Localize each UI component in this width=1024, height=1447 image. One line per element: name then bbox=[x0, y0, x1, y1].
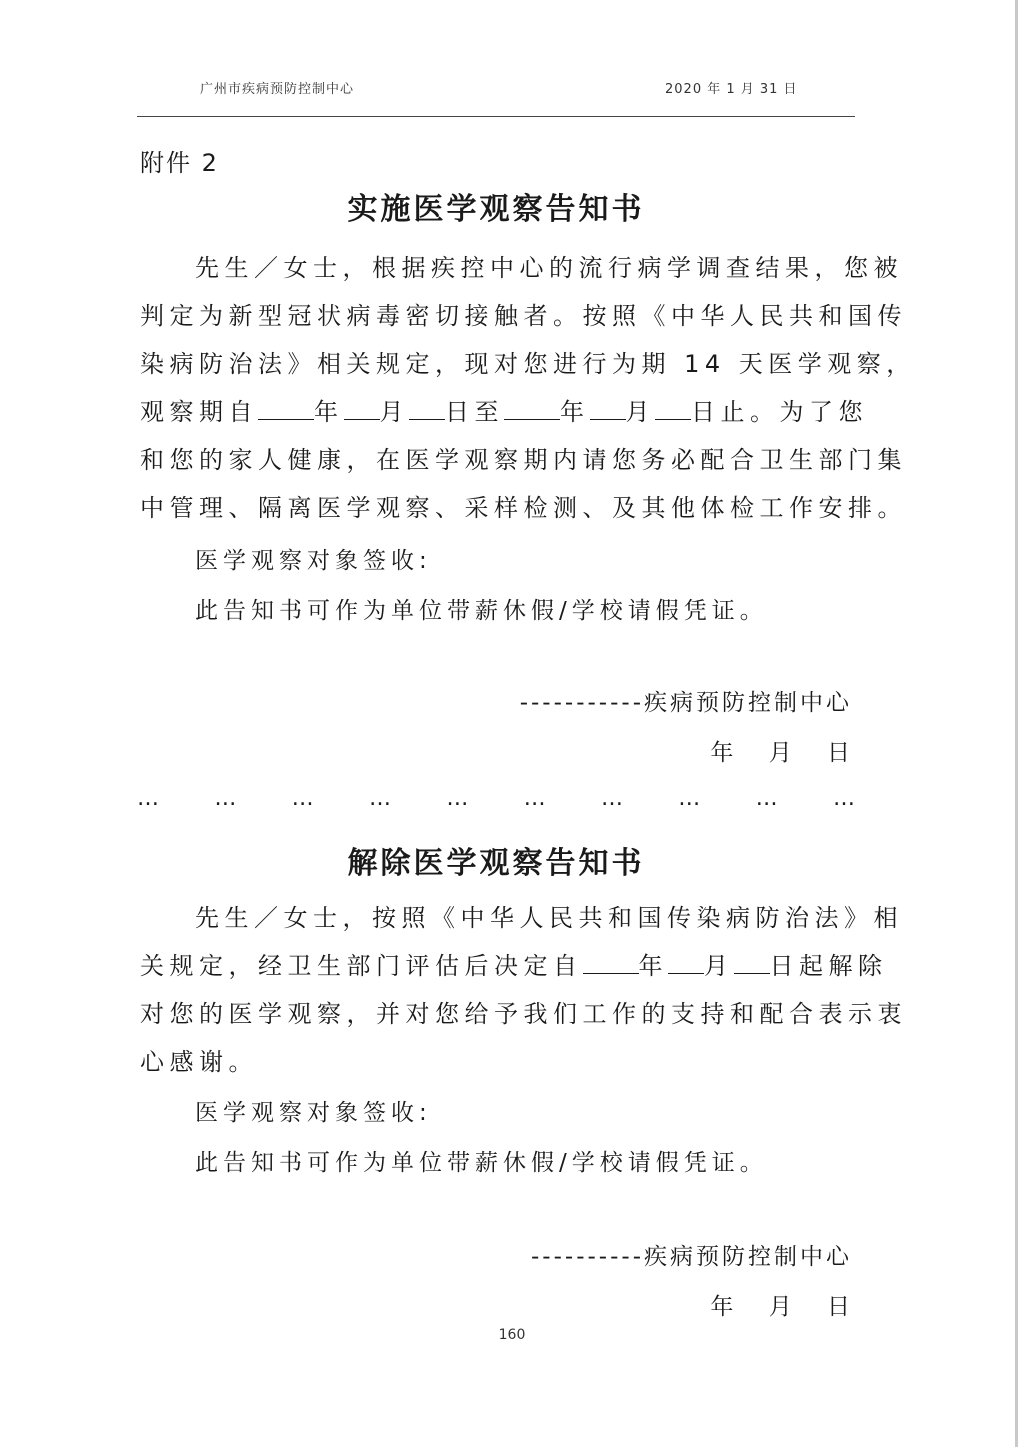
notice1-line: 判定为新型冠状病毒密切接触者。按照《中华人民共和国传 bbox=[140, 302, 907, 330]
notice2-certificate: 此告知书可作为单位带薪休假/学校请假凭证。 bbox=[195, 1150, 768, 1176]
period-year2: 年 bbox=[560, 398, 590, 426]
period-suffix: 日止。为了您 bbox=[691, 398, 868, 426]
notice1-date bbox=[686, 734, 852, 767]
period-day-to: 日至 bbox=[445, 398, 504, 426]
notice2-date bbox=[686, 1288, 852, 1321]
tear-dot: … bbox=[291, 786, 314, 811]
date-day: 日 bbox=[827, 1294, 852, 1320]
notice1-sign: 医学观察对象签收: bbox=[195, 548, 432, 574]
notice2-sign: 医学观察对象签收: bbox=[195, 1100, 432, 1126]
attachment-label: 附件 2 bbox=[140, 149, 219, 177]
period-month: 月 bbox=[379, 398, 409, 426]
date-year: 年 bbox=[710, 740, 736, 766]
day-blank bbox=[409, 393, 445, 420]
date-month: 月 bbox=[768, 1294, 794, 1320]
notice1-line: 染病防治法》相关规定，现对您进行为期 14 天医学观察， bbox=[140, 350, 916, 378]
year-blank bbox=[258, 393, 314, 420]
notice1-body bbox=[140, 244, 916, 532]
release-suffix: 日起解除 bbox=[769, 952, 888, 980]
header-org: 广州市疾病预防控制中心 bbox=[200, 82, 355, 97]
notice2-body bbox=[140, 894, 907, 1086]
month-blank bbox=[590, 393, 626, 420]
date-year: 年 bbox=[710, 1294, 736, 1320]
notice1-line: 先生／女士，根据疾控中心的流行病学调查结果，您被 bbox=[195, 254, 903, 282]
notice2-line: 心感谢。 bbox=[140, 1048, 258, 1076]
page-number: 160 bbox=[498, 1327, 526, 1343]
notice1-title: 实施医学观察告知书 bbox=[347, 192, 645, 227]
notice1-certificate: 此告知书可作为单位带薪休假/学校请假凭证。 bbox=[195, 598, 768, 624]
tear-dot: … bbox=[755, 786, 778, 811]
notice2-line: 对您的医学观察，并对您给予我们工作的支持和配合表示衷 bbox=[140, 1000, 907, 1028]
date-month: 月 bbox=[768, 740, 794, 766]
tear-dot: … bbox=[600, 786, 623, 811]
header-date: 2020 年 1 月 31 日 bbox=[665, 82, 798, 97]
period-month2: 月 bbox=[625, 398, 655, 426]
notice2-title: 解除医学观察告知书 bbox=[347, 846, 645, 881]
year-blank bbox=[583, 947, 639, 974]
notice1-line: 和您的家人健康，在医学观察期内请您务必配合卫生部门集 bbox=[140, 446, 907, 474]
month-blank bbox=[668, 947, 704, 974]
tear-dot: … bbox=[523, 786, 546, 811]
period-year: 年 bbox=[314, 398, 344, 426]
notice2-line: 先生／女士，按照《中华人民共和国传染病防治法》相 bbox=[195, 904, 903, 932]
notice1-org: -----------疾病预防控制中心 bbox=[519, 690, 852, 716]
tear-line bbox=[137, 786, 855, 811]
period-prefix: 观察期自 bbox=[140, 398, 258, 426]
notice2-date-line bbox=[140, 942, 888, 990]
release-year: 年 bbox=[638, 952, 668, 980]
tear-dot: … bbox=[832, 786, 855, 811]
tear-dot: … bbox=[368, 786, 391, 811]
header-divider bbox=[137, 116, 855, 117]
tear-dot: … bbox=[678, 786, 701, 811]
tear-dot: … bbox=[137, 786, 159, 811]
release-prefix: 关规定，经卫生部门评估后决定自 bbox=[140, 952, 583, 980]
notice2-org: ----------疾病预防控制中心 bbox=[531, 1244, 852, 1270]
day-blank bbox=[734, 947, 770, 974]
tear-dot: … bbox=[446, 786, 469, 811]
page-edge bbox=[1015, 0, 1018, 1447]
notice1-line: 中管理、隔离医学观察、采样检测、及其他体检工作安排。 bbox=[140, 494, 907, 522]
month-blank bbox=[344, 393, 380, 420]
release-month: 月 bbox=[704, 952, 734, 980]
day-blank bbox=[655, 393, 691, 420]
tear-dot: … bbox=[214, 786, 237, 811]
date-day: 日 bbox=[827, 740, 852, 766]
notice1-period-line bbox=[140, 388, 868, 436]
year-blank bbox=[504, 393, 560, 420]
